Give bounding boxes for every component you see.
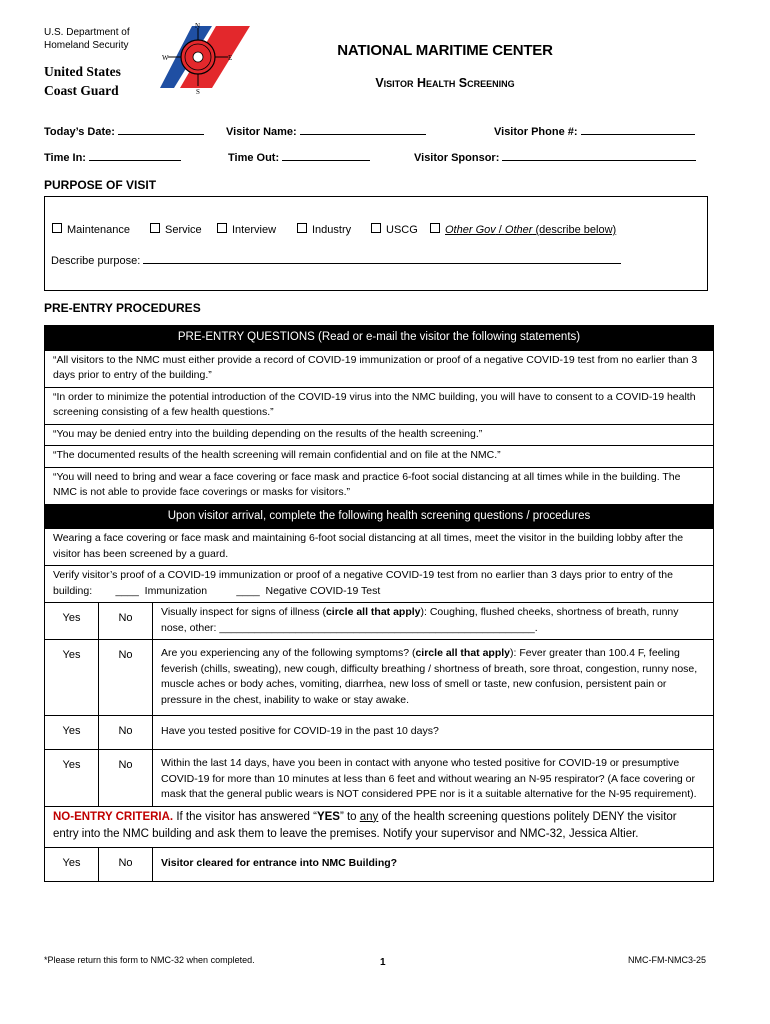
page-number: 1 xyxy=(380,957,386,968)
visitor-sponsor-field[interactable]: Visitor Sponsor: xyxy=(414,150,696,164)
question-row-illness xyxy=(45,603,714,640)
no-entry-criteria-row: NO-ENTRY CRITERIA. If the visitor has answered “YES” to any of the health screening questions politely DENY the visitor entry into the NMC building and ask them to leave the premises. Notify your supervisor and NMC-32, Jessica Altier. xyxy=(45,806,714,847)
question-row-tested-positive xyxy=(45,716,714,750)
no-option[interactable]: No xyxy=(99,716,153,750)
time-out-field[interactable]: Time Out: xyxy=(228,150,370,164)
pre-entry-table xyxy=(44,325,714,882)
no-option[interactable]: No xyxy=(99,603,153,640)
statement-row: “You may be denied entry into the building depending on the results of the health screening.” xyxy=(45,424,714,446)
no-option[interactable]: No xyxy=(99,750,153,807)
checkbox-icon xyxy=(52,223,62,233)
form-title: NATIONAL MARITIME CENTER xyxy=(337,42,553,59)
yes-option[interactable]: Yes xyxy=(45,716,99,750)
yes-option[interactable]: Yes xyxy=(45,640,99,716)
yes-option[interactable]: Yes xyxy=(45,603,99,640)
compass-e-label: E xyxy=(228,54,233,62)
form-subtitle: Visitor Health Screening xyxy=(375,76,515,90)
cleared-row xyxy=(45,847,714,881)
no-option[interactable]: No xyxy=(99,640,153,716)
question-text: Within the last 14 days, have you been in contact with anyone who tested positive for COVID-19 or presumptive COVID-19 for more than 10 minutes at less than 6 feet and without wearing an N-95 respirator? (A face covering or mask that the general public wears is NOT considered PPE nor is it a suitable alternative for the N-95 requirement). xyxy=(153,750,714,807)
question-row-contact xyxy=(45,750,714,807)
pre-entry-questions-header: PRE-ENTRY QUESTIONS (Read or e-mail the visitor the following statements) xyxy=(45,326,714,351)
form-id: NMC-FM-NMC3-25 xyxy=(628,955,706,965)
checkbox-icon xyxy=(297,223,307,233)
todays-date-field[interactable]: Today’s Date: xyxy=(44,124,204,138)
checkbox-other[interactable]: Other Gov / Other (describe below) xyxy=(430,223,616,236)
checkbox-service[interactable]: Service xyxy=(150,223,202,236)
compass-s-label: S xyxy=(196,88,200,96)
question-text: Have you tested positive for COVID-19 in the past 10 days? xyxy=(153,716,714,750)
uscg-compass-logo xyxy=(160,22,250,96)
checkbox-icon xyxy=(430,223,440,233)
visitor-phone-field[interactable]: Visitor Phone #: xyxy=(494,124,695,138)
describe-purpose-field[interactable]: Describe purpose: xyxy=(51,253,621,267)
department-name: U.S. Department of Homeland Security xyxy=(44,27,130,51)
checkbox-icon xyxy=(217,223,227,233)
negative-test-blank[interactable]: ____ xyxy=(236,584,260,597)
arrival-header: Upon visitor arrival, complete the following health screening questions / procedures xyxy=(45,504,714,529)
checkbox-interview[interactable]: Interview xyxy=(217,223,276,236)
cleared-question: Visitor cleared for entrance into NMC Building? xyxy=(153,847,714,881)
time-in-field[interactable]: Time In: xyxy=(44,150,181,164)
question-text: Visually inspect for signs of illness (circle all that apply): Coughing, flushed cheeks, shortness of breath, runny nose, other: ______________________________________________________. xyxy=(153,603,714,640)
question-row-symptoms xyxy=(45,640,714,716)
checkbox-icon xyxy=(150,223,160,233)
immunization-blank[interactable]: ____ xyxy=(115,584,139,597)
compass-w-label: W xyxy=(162,54,169,62)
pre-entry-heading: PRE-ENTRY PROCEDURES xyxy=(44,301,201,315)
question-text: Are you experiencing any of the following symptoms? (circle all that apply): Fever greater than 100.4 F, feeling feverish (chills, sweating), new cough, difficulty breathing / shortness of breath, sore throat, congestion, runny nose, muscle aches or body aches, vomiting, diarrhea, new loss of smell or taste, new confusion, persistent pain or pressure in the chest, inability to wake or stay awake. xyxy=(153,640,714,716)
checkbox-maintenance[interactable]: Maintenance xyxy=(52,223,130,236)
purpose-box xyxy=(44,196,708,291)
checkbox-industry[interactable]: Industry xyxy=(297,223,351,236)
visitor-name-field[interactable]: Visitor Name: xyxy=(226,124,426,138)
yes-option[interactable]: Yes xyxy=(45,847,99,881)
checkbox-icon xyxy=(371,223,381,233)
statement-row: “You will need to bring and wear a face covering or face mask and practice 6-foot social distancing at all times while in the building. The NMC is not able to provide face coverings or masks for visitors.” xyxy=(45,467,714,504)
verify-proof-row: Verify visitor’s proof of a COVID-19 immunization or proof of a negative COVID-19 test from no earlier than 3 days prior to entry of the building: ____ Immunization ____ Negative COVID-19 Test xyxy=(45,566,714,603)
yes-option[interactable]: Yes xyxy=(45,750,99,807)
statement-row: “The documented results of the health screening will remain confidential and on file at the NMC.” xyxy=(45,446,714,468)
no-option[interactable]: No xyxy=(99,847,153,881)
no-entry-label: NO-ENTRY CRITERIA. xyxy=(53,810,174,823)
compass-n-label: N xyxy=(195,22,201,30)
agency-name: United States Coast Guard xyxy=(44,64,121,98)
arrival-instruction: Wearing a face covering or face mask and maintaining 6-foot social distancing at all times, meet the visitor in the building lobby after the visitor has been screened by a guard. xyxy=(45,529,714,566)
statement-row: “In order to minimize the potential introduction of the COVID-19 virus into the NMC building, you will have to consent to a COVID-19 health screening consisting of a few health questions.” xyxy=(45,387,714,424)
purpose-heading: PURPOSE OF VISIT xyxy=(44,178,157,192)
statement-row: “All visitors to the NMC must either provide a record of COVID-19 immunization or proof of a negative COVID-19 test from no earlier than 3 days prior to entry of the building.” xyxy=(45,350,714,387)
checkbox-uscg[interactable]: USCG xyxy=(371,223,418,236)
footer-note: *Please return this form to NMC-32 when completed. xyxy=(44,955,255,965)
